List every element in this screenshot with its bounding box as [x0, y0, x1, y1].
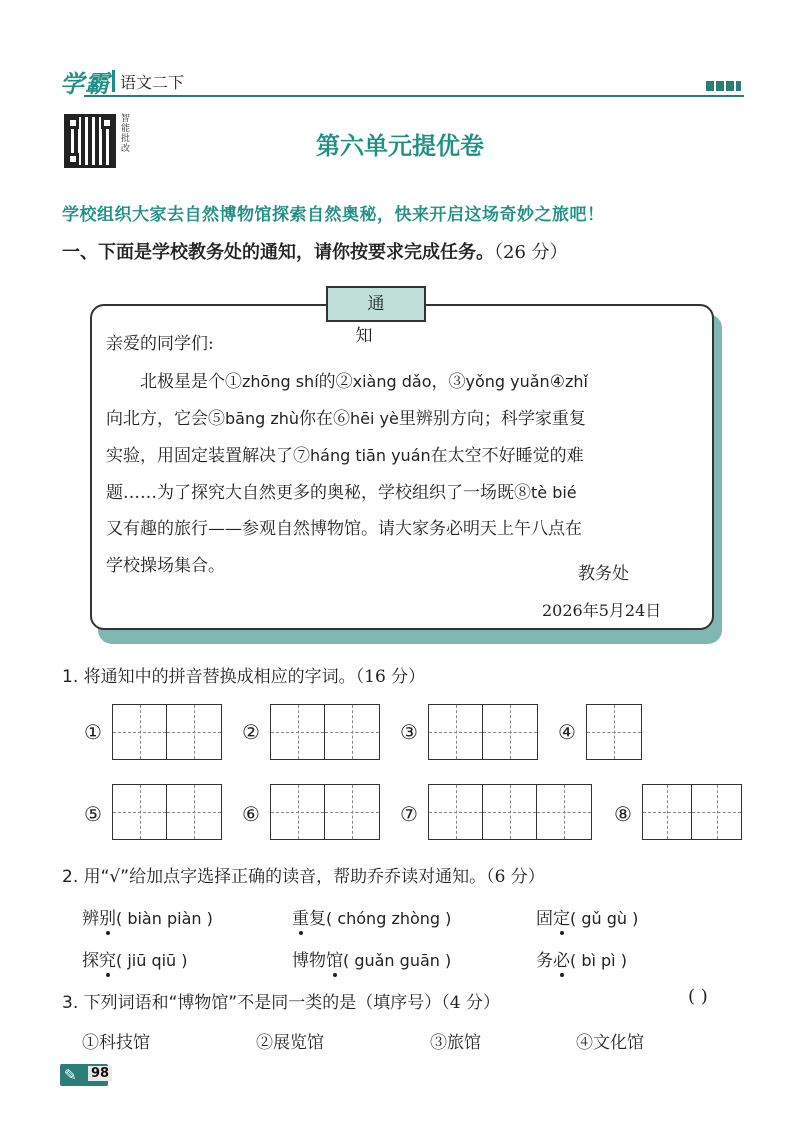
notice-tag: 通知: [326, 286, 426, 322]
mark-4: ④: [558, 720, 576, 744]
notice-line-3: 实验，用固定装置解决了⑦háng tiān yuán在太空不好睡觉的难: [106, 446, 584, 466]
header-rule: [84, 95, 744, 97]
answer-grid-8[interactable]: [642, 784, 742, 840]
notice-line-2: 向北方，它会⑤bāng zhù你在⑥hēi yè里辨别方向；科学家重复: [106, 409, 586, 429]
q2-item-6[interactable]: 务必( bì pì ): [536, 951, 627, 971]
notice-date: 2026年5月24日: [542, 601, 662, 620]
question-2: 2. 用“√”给加点字选择正确的读音，帮助乔乔读对通知。（6 分）: [62, 867, 545, 887]
mark-7: ⑦: [400, 802, 418, 826]
question-3: 3. 下列词语和“博物馆”不是同一类的是（填序号）（4 分）: [62, 993, 500, 1013]
notice-signature: 教务处: [578, 564, 629, 584]
qr-caption: 智能批改: [121, 114, 131, 154]
q3-option-1[interactable]: ①科技馆: [82, 1033, 150, 1053]
mark-8: ⑧: [614, 802, 632, 826]
book-title: 语文二下: [120, 73, 185, 92]
notice-line-4: 题……为了探究大自然更多的奥秘，学校组织了一场既⑧tè bié: [106, 483, 577, 503]
question-1: 1. 将通知中的拼音替换成相应的字词。（16 分）: [62, 667, 426, 687]
divider: [112, 70, 115, 92]
page-title: 第六单元提优卷: [316, 132, 484, 160]
notice-line-1: 北极星是个①zhōng shí的②xiàng dǎo，③yǒng yuǎn④zhǐ: [140, 372, 588, 392]
q2-item-4[interactable]: 探究( jiū qiū ): [82, 951, 188, 971]
answer-grid-4[interactable]: [586, 704, 642, 760]
pencil-icon: ✎: [64, 1066, 77, 1084]
q2-item-2[interactable]: 重复( chóng zhòng ): [292, 909, 452, 929]
mark-6: ⑥: [242, 802, 260, 826]
answer-grid-5[interactable]: [112, 784, 222, 840]
intro-text: 学校组织大家去自然博物馆探索自然奥秘，快来开启这场奇妙之旅吧！: [62, 205, 605, 225]
q2-item-3[interactable]: 固定( gǔ gù ): [536, 909, 639, 929]
q2-item-1[interactable]: 辨别( biàn piàn ): [82, 909, 213, 929]
header-decoration: [706, 76, 743, 90]
notice-line-6: 学校操场集合。: [106, 556, 225, 576]
mark-1: ①: [84, 720, 102, 744]
answer-grid-7[interactable]: [428, 784, 592, 840]
answer-grid-3[interactable]: [428, 704, 538, 760]
page-number: 98: [88, 1066, 112, 1081]
mark-2: ②: [242, 720, 260, 744]
q3-option-4[interactable]: ④文化馆: [576, 1033, 644, 1053]
q3-option-3[interactable]: ③旅馆: [430, 1033, 481, 1053]
notice-greeting: 亲爱的同学们:: [106, 334, 214, 354]
answer-grid-6[interactable]: [270, 784, 380, 840]
q3-option-2[interactable]: ②展览馆: [256, 1033, 324, 1053]
notice-line-5: 又有趣的旅行——参观自然博物馆。请大家务必明天上午八点在: [106, 519, 582, 539]
brand-header: [60, 64, 210, 98]
answer-grid-1[interactable]: [112, 704, 222, 760]
q2-item-5[interactable]: 博物馆( guǎn guān ): [292, 951, 452, 971]
answer-grid-2[interactable]: [270, 704, 380, 760]
section-1-heading: 一、下面是学校教务处的通知，请你按要求完成任务。（26 分）: [62, 242, 568, 263]
brand-logo: 学霸: [60, 70, 110, 98]
mark-5: ⑤: [84, 802, 102, 826]
mark-3: ③: [400, 720, 418, 744]
answer-parentheses[interactable]: ( ): [688, 986, 708, 1007]
